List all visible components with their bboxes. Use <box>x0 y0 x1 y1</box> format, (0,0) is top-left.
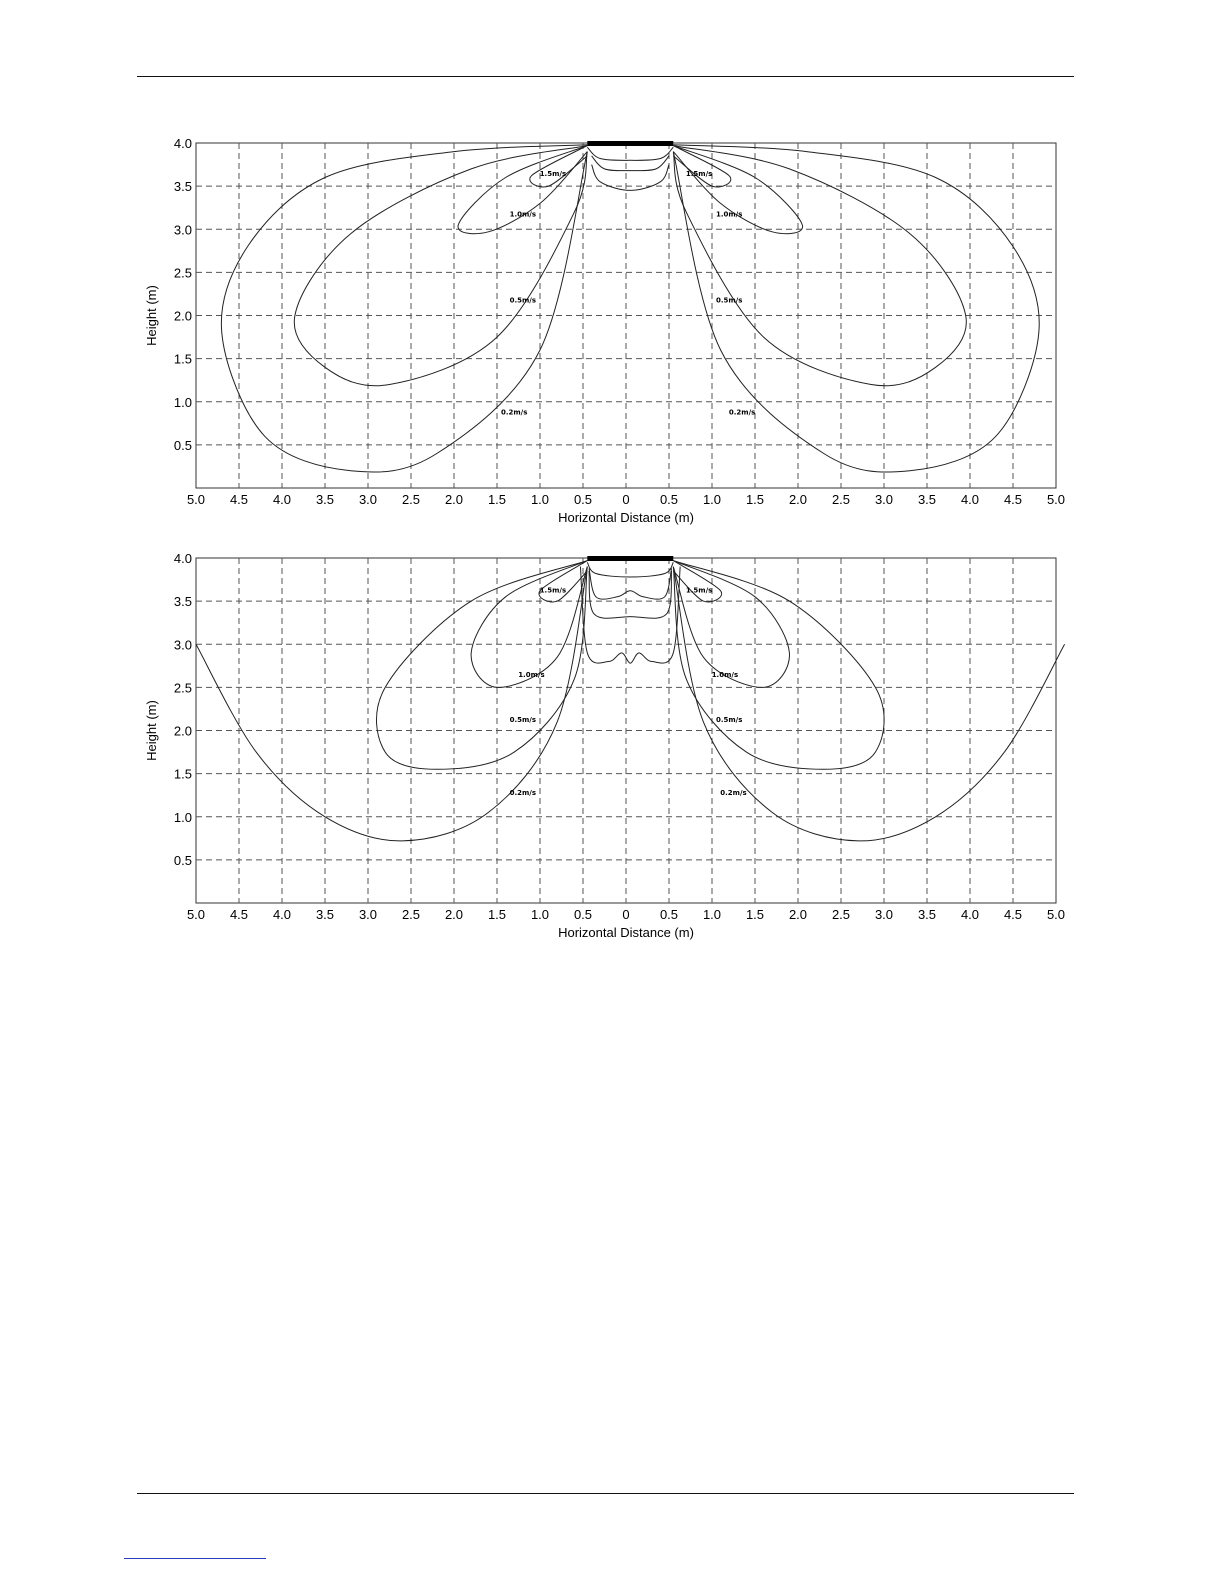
x-tick-label: 0 <box>622 907 630 922</box>
x-tick-label: 4.5 <box>229 492 249 507</box>
contour-line-0-2m-s-left <box>196 567 587 841</box>
y-axis-label: Height (m) <box>144 285 159 346</box>
contour-label: 0.2m/s <box>728 408 756 417</box>
contour-label: 1.5m/s <box>685 586 713 595</box>
x-tick-label: 3.5 <box>315 907 335 922</box>
contour-label: 1.0m/s <box>518 671 545 680</box>
x-tick-label: 5.0 <box>1046 492 1066 507</box>
contour-label: 0.2m/s <box>509 789 537 798</box>
y-tick-label: 3.0 <box>173 222 192 238</box>
x-tick-label: 4.5 <box>1003 492 1023 507</box>
plume-contour-line <box>589 568 672 599</box>
x-tick-label: 0 <box>622 492 630 507</box>
x-tick-label: 0.5 <box>573 907 593 922</box>
plume-contour-line <box>587 562 673 577</box>
x-axis-label: Horizontal Distance (m) <box>558 510 694 525</box>
y-tick-label: 4.0 <box>173 136 192 151</box>
y-tick-label: 3.0 <box>173 637 192 653</box>
contour-label: 0.5m/s <box>509 715 537 724</box>
contour-label: 0.5m/s <box>715 296 743 305</box>
x-tick-label: 2.0 <box>444 492 464 507</box>
x-tick-label: 4.5 <box>1003 907 1023 922</box>
contour-label: 0.2m/s <box>500 408 528 417</box>
contour-label: 1.5m/s <box>685 169 713 178</box>
y-tick-label: 1.0 <box>173 809 192 825</box>
x-tick-label: 2.5 <box>831 492 851 507</box>
x-tick-label: 1.5 <box>487 492 507 507</box>
x-tick-label: 3.0 <box>358 907 378 922</box>
x-tick-label: 2.0 <box>788 907 808 922</box>
x-tick-label: 5.0 <box>186 907 206 922</box>
contour-label: 1.5m/s <box>539 169 567 178</box>
y-tick-label: 2.5 <box>173 680 192 696</box>
diffuser-bar <box>587 556 673 561</box>
x-tick-label: 4.0 <box>960 492 980 507</box>
footer-rule <box>137 1493 1074 1494</box>
x-tick-label: 1.5 <box>745 492 765 507</box>
x-tick-label: 4.0 <box>272 492 292 507</box>
x-tick-label: 1.0 <box>530 907 550 922</box>
contour-line-1-0m-s-right <box>673 561 789 688</box>
contour-line-1-0m-s-left <box>471 561 587 688</box>
x-tick-label: 3.5 <box>917 907 937 922</box>
y-tick-label: 0.5 <box>173 852 192 868</box>
y-tick-label: 2.0 <box>173 308 192 324</box>
x-tick-label: 5.0 <box>186 492 206 507</box>
x-tick-label: 1.5 <box>487 907 507 922</box>
x-tick-label: 1.5 <box>745 907 765 922</box>
y-tick-label: 1.0 <box>173 394 192 410</box>
contour-line-0-2m-s-right <box>673 567 1064 841</box>
x-tick-label: 4.0 <box>272 907 292 922</box>
x-tick-label: 0.5 <box>573 492 593 507</box>
y-axis-label: Height (m) <box>144 700 159 761</box>
contour-label: 1.0m/s <box>711 671 739 680</box>
x-tick-label: 3.0 <box>874 492 894 507</box>
y-tick-label: 1.5 <box>173 351 192 367</box>
x-tick-label: 3.5 <box>917 492 937 507</box>
x-tick-label: 2.5 <box>401 492 421 507</box>
x-tick-label: 0.5 <box>659 907 679 922</box>
x-tick-label: 3.5 <box>315 492 335 507</box>
x-tick-label: 3.0 <box>358 492 378 507</box>
x-tick-label: 2.5 <box>831 907 851 922</box>
y-tick-label: 3.5 <box>173 179 192 195</box>
y-tick-label: 2.5 <box>173 265 192 281</box>
x-tick-label: 5.0 <box>1046 907 1066 922</box>
footnote-rule <box>124 1558 266 1559</box>
contour-label: 1.0m/s <box>715 210 743 219</box>
x-tick-label: 1.0 <box>702 907 722 922</box>
contour-label: 0.2m/s <box>720 789 747 798</box>
x-tick-label: 4.0 <box>960 907 980 922</box>
y-tick-label: 2.0 <box>173 723 192 739</box>
plume-contour-line <box>589 571 672 618</box>
x-tick-label: 2.5 <box>401 907 421 922</box>
x-tick-label: 1.0 <box>702 492 722 507</box>
x-tick-label: 4.5 <box>229 907 249 922</box>
x-axis-label: Horizontal Distance (m) <box>558 925 694 940</box>
y-tick-label: 0.5 <box>173 437 192 453</box>
x-tick-label: 2.0 <box>444 907 464 922</box>
contour-label: 0.5m/s <box>509 296 537 305</box>
y-tick-label: 4.0 <box>173 551 192 566</box>
y-tick-label: 3.5 <box>173 594 192 610</box>
x-tick-label: 0.5 <box>659 492 679 507</box>
y-tick-label: 1.5 <box>173 766 192 782</box>
x-tick-label: 3.0 <box>874 907 894 922</box>
x-tick-label: 1.0 <box>530 492 550 507</box>
contour-label: 1.0m/s <box>509 210 537 219</box>
x-tick-label: 2.0 <box>788 492 808 507</box>
contour-label: 0.5m/s <box>715 715 743 724</box>
contour-label: 1.5m/s <box>539 586 567 595</box>
